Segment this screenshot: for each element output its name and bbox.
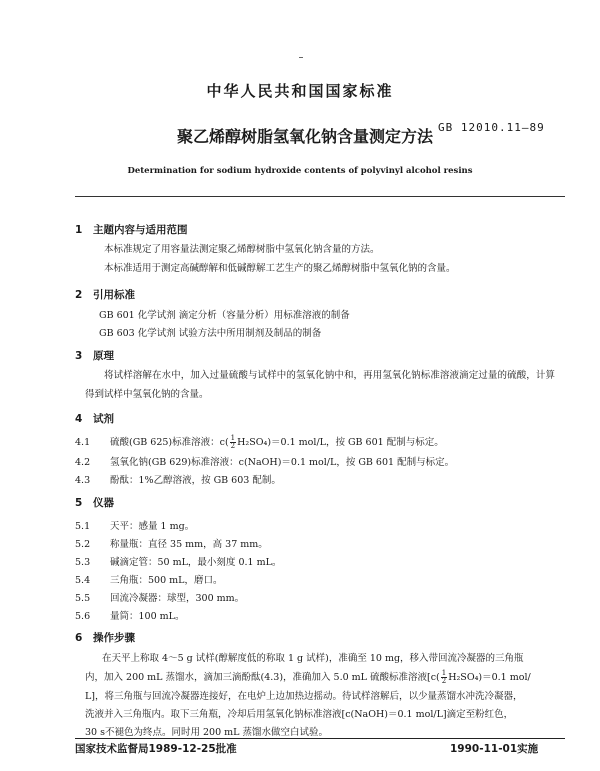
document-title: 聚乙烯醇树脂氢氧化钠含量测定方法: [176, 127, 433, 146]
procedure-line-4: 洗液并入三角瓶内。取下三角瓶，冷却后用氢氧化钠标准溶液[c(NaOH)＝0.1 mol/L]滴定至粉红色，: [85, 709, 514, 720]
section-1-paragraph-1: 本标准规定了用容量法测定聚乙烯醇树脂中氢氧化钠含量的方法。: [104, 244, 380, 255]
reagent-4-3: 4.3 酚酞：1%乙醇溶液，按 GB 603 配制。: [75, 475, 281, 486]
section-4-heading: 4 试剂: [75, 413, 114, 425]
procedure-line-3: L]，将三角瓶与回流冷凝器连接好，在电炉上边加热边摇动。待试样溶解后，以少量蒸馏水冲洗冷凝器，: [85, 691, 523, 702]
reference-gb601: GB 601 化学试剂 滴定分析（容量分析）用标准溶液的制备: [99, 310, 350, 321]
section-5-heading: 5 仪器: [75, 497, 114, 509]
document-title-english: Determination for sodium hydroxide contents of polyvinyl alcohol resins: [127, 166, 473, 176]
reagent-4-1: 4.1 硫酸(GB 625)标准溶液：c( $\frac{1}{2}$ H₂SO₄)＝0.1 mol/L，按 GB 601 配制与标定。: [75, 434, 444, 450]
reagent-4-2: 4.2 氢氧化钠(GB 629)标准溶液：c(NaOH)＝0.1 mol/L，按 GB 601 配制与标定。: [75, 457, 455, 468]
section-1-paragraph-2: 本标准适用于测定高碱醇解和低碱醇解工艺生产的聚乙烯醇树脂中氢氧化钠的含量。: [104, 263, 456, 274]
apparatus-item: 5.1 天平：感量 1 mg。: [75, 521, 195, 532]
effective-date: 1990-11-01实施: [450, 743, 539, 755]
scan-mark: [299, 57, 303, 58]
fraction: $\frac{1}{2}$: [230, 434, 236, 450]
approval-date: 国家技术监督局1989-12-25批准: [75, 743, 237, 755]
apparatus-item: 5.5 回流冷凝器：球型，300 mm。: [75, 593, 245, 604]
footer-divider: [75, 738, 565, 739]
apparatus-item: 5.3 碱滴定管：50 mL，最小刻度 0.1 mL。: [75, 557, 282, 568]
procedure-line-1: 在天平上称取 4～5 g 试样(醇解度低的称取 1 g 试样)，准确至 10 mg，移入带回流冷凝器的三角瓶: [102, 653, 524, 664]
fraction: $\frac{1}{2}$: [441, 669, 447, 685]
procedure-line-5: 30 s不褪色为终点。同时用 200 mL 蒸馏水做空白试验。: [85, 727, 328, 738]
apparatus-item: 5.4 三角瓶：500 mL，磨口。: [75, 575, 223, 586]
apparatus-item: 5.2 称量瓶：直径 35 mm，高 37 mm。: [75, 539, 268, 550]
procedure-line-2: 内，加入 200 mL 蒸馏水，滴加三滴酚酞(4.3)，准确加入 5.0 mL 硫酸标准溶液[c( $\frac{1}{2}$ H₂SO₄)＝0.1 mol/: [85, 669, 531, 685]
section-2-heading: 2 引用标准: [75, 289, 135, 301]
header-divider: [75, 196, 565, 197]
apparatus-item: 5.6 量筒：100 mL。: [75, 611, 185, 622]
section-1-heading: 1 主题内容与适用范围: [75, 224, 188, 236]
section-3-paragraph: 将试样溶解在水中，加入过量硫酸与试样中的氢氧化钠中和，再用氢氧化钠标准溶液滴定过量的硫酸，计算得到试样中氢氧化钠的含量。: [85, 370, 555, 400]
section-6-heading: 6 操作步骤: [75, 632, 135, 644]
section-3-heading: 3 原理: [75, 350, 114, 362]
standard-org-title: 中华人民共和国国家标准: [206, 82, 394, 100]
reference-gb603: GB 603 化学试剂 试验方法中所用制剂及制品的制备: [99, 328, 322, 339]
document-code: GB 12010.11—89: [438, 121, 545, 134]
